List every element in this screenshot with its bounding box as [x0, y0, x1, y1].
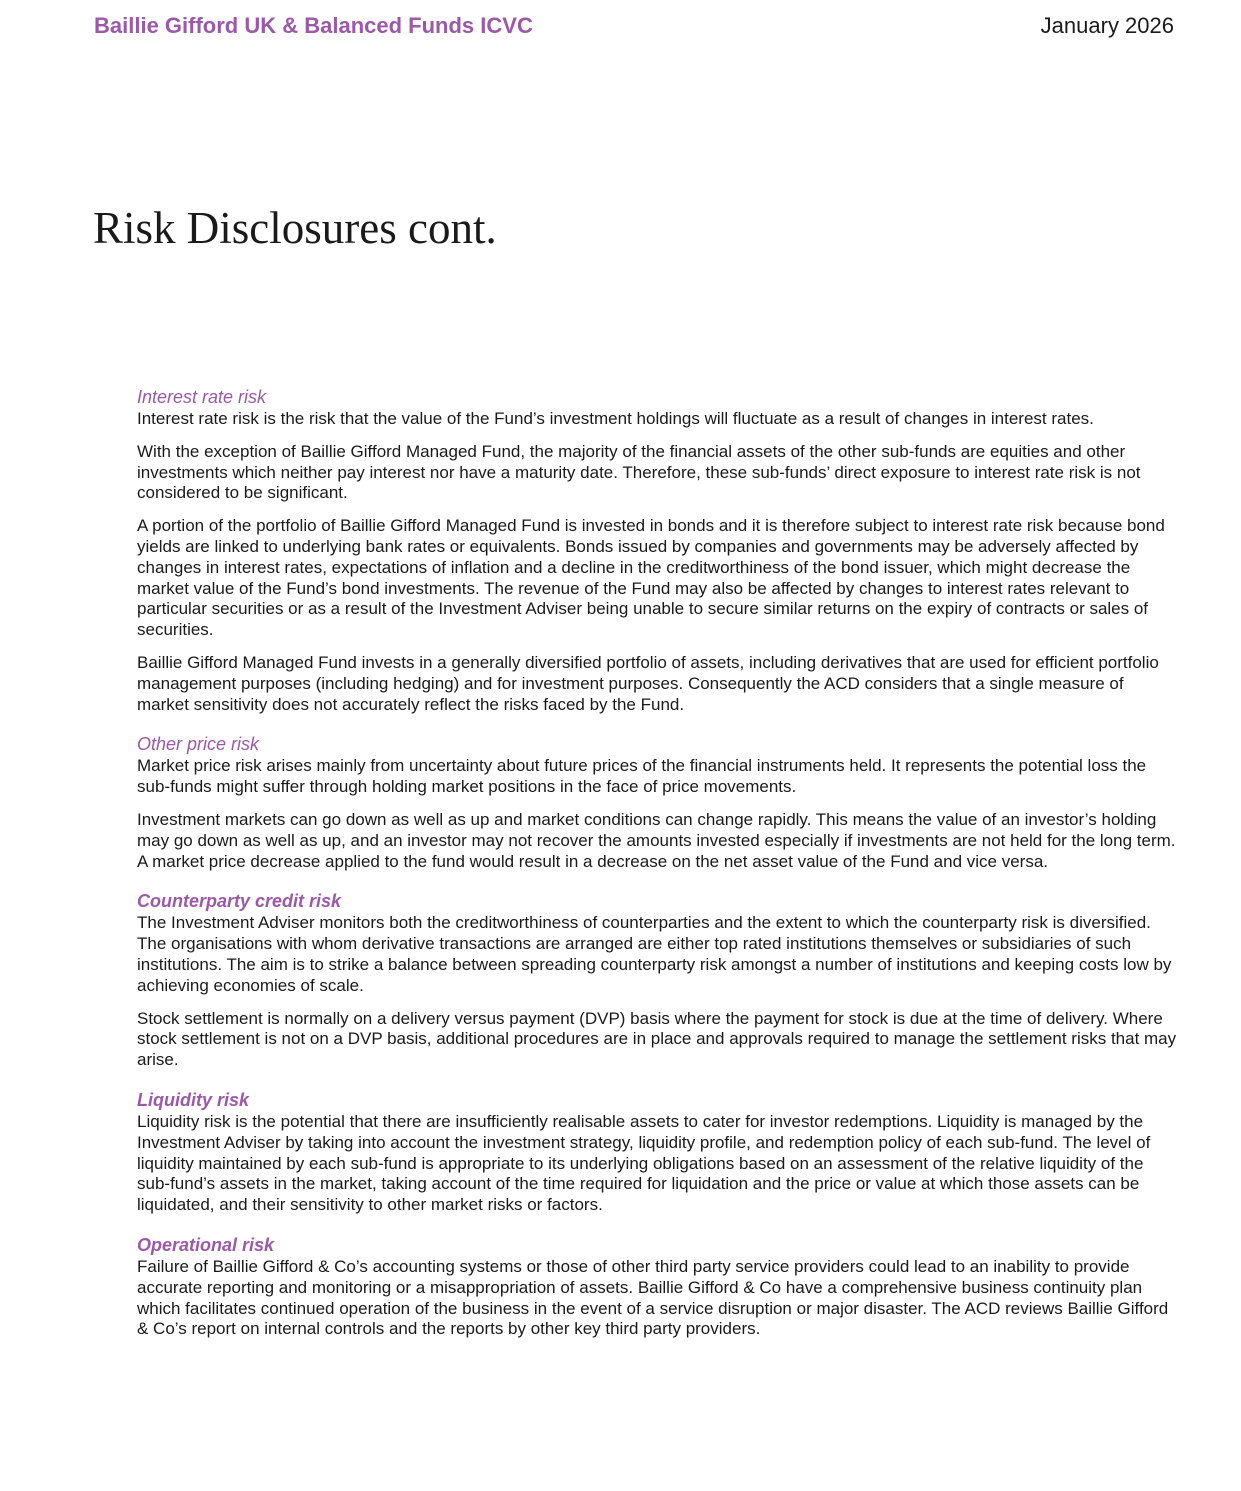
- fund-name: Baillie Gifford UK & Balanced Funds ICVC: [94, 13, 533, 38]
- section-liquidity-risk: [137, 1089, 1177, 1216]
- section-counterparty-credit-risk: [137, 890, 1177, 1071]
- paragraph: Investment markets can go down as well as up and market conditions can change rapidly. This means the value of an investor’s holding may go down as well as up, and an investor may not recover the amounts invested especially if investments are not held for the long term. A market price decrease applied to the fund would result in a decrease on the net asset value of the Fund and vice versa.: [137, 809, 1176, 871]
- paragraph: Market price risk arises mainly from uncertainty about future prices of the financial instruments held. It represents the potential loss the sub-funds might suffer through holding market positions in the face of price movements.: [137, 756, 1147, 797]
- section-operational-risk: [137, 1234, 1177, 1340]
- paragraph: With the exception of Baillie Gifford Managed Fund, the majority of the financial assets of the other sub-funds are equities and other investments which neither pay interest nor have a maturity date. Therefore, these sub-funds’ direct exposure to interest rate risk is not considered to be significant.: [137, 441, 1141, 503]
- section-heading: Other price risk: [137, 734, 260, 755]
- section-interest-rate-risk: [137, 386, 1177, 715]
- paragraph: Interest rate risk is the risk that the value of the Fund’s investment holdings will fluctuate as a result of changes in interest rates.: [137, 409, 1094, 428]
- paragraph: A portion of the portfolio of Baillie Gifford Managed Fund is invested in bonds and it is therefore subject to interest rate risk because bond yields are linked to underlying bank rates or equivalents. Bonds issued by companies and governments may be adversely affected by changes in interest rates, expectations of inflation and a decline in the creditworthiness of the bond issuer, which might decrease the market value of the Fund’s bond investments. The revenue of the Fund may also be affected by changes to interest rates relevant to particular securities or as a result of the Investment Adviser being unable to secure similar returns on the expiry of contracts or sales of securities.: [137, 516, 1165, 640]
- report-date: January 2026: [1040, 13, 1174, 38]
- page-title: Risk Disclosures cont.: [93, 203, 497, 253]
- section-heading: Liquidity risk: [137, 1089, 250, 1110]
- paragraph: The Investment Adviser monitors both the creditworthiness of counterparties and the extent to which the counterparty risk is diversified. The organisations with whom derivative transactions are arranged are either top rated institutions themselves or subsidiaries of such institutions. The aim is to strike a balance between spreading counterparty risk amongst a number of institutions and keeping costs low by achieving economies of scale.: [137, 913, 1172, 995]
- paragraph: Failure of Baillie Gifford & Co’s accounting systems or those of other third party service providers could lead to an inability to provide accurate reporting and monitoring or a misappropriation of assets. Baillie Gifford & Co have a comprehensive business continuity plan which facilitates continued operation of the business in the event of a service disruption or major disaster. The ACD reviews Baillie Gifford & Co’s report on internal controls and the reports by other key third party providers.: [137, 1256, 1169, 1339]
- risk-disclosures-body: [137, 386, 1177, 1358]
- section-other-price-risk: [137, 733, 1177, 872]
- section-heading: Operational risk: [137, 1234, 275, 1255]
- section-heading: Interest rate risk: [137, 387, 267, 407]
- paragraph: Liquidity risk is the potential that there are insufficiently realisable assets to cater for investor redemptions. Liquidity is managed by the Investment Adviser by taking into account the investment strategy, liquidity profile, and redemption policy of each sub-fund. The level of liquidity maintained by each sub-fund is appropriate to its underlying obligations based on an assessment of the relative liquidity of the sub-fund’s assets in the market, taking account of the time required for liquidation and the price or value at which those assets can be liquidated, and their sensitivity to other market risks or factors.: [137, 1111, 1151, 1215]
- paragraph: Baillie Gifford Managed Fund invests in a generally diversified portfolio of assets, including derivatives that are used for efficient portfolio management purposes (including hedging) and for investment purposes. Consequently the ACD considers that a single measure of market sensitivity does not accurately reflect the risks faced by the Fund.: [137, 652, 1159, 714]
- paragraph: Stock settlement is normally on a delivery versus payment (DVP) basis where the payment for stock is due at the time of delivery. Where stock settlement is not on a DVP basis, additional procedures are in place and approvals required to manage the settlement risks that may arise.: [137, 1008, 1177, 1070]
- section-heading: Counterparty credit risk: [137, 891, 342, 912]
